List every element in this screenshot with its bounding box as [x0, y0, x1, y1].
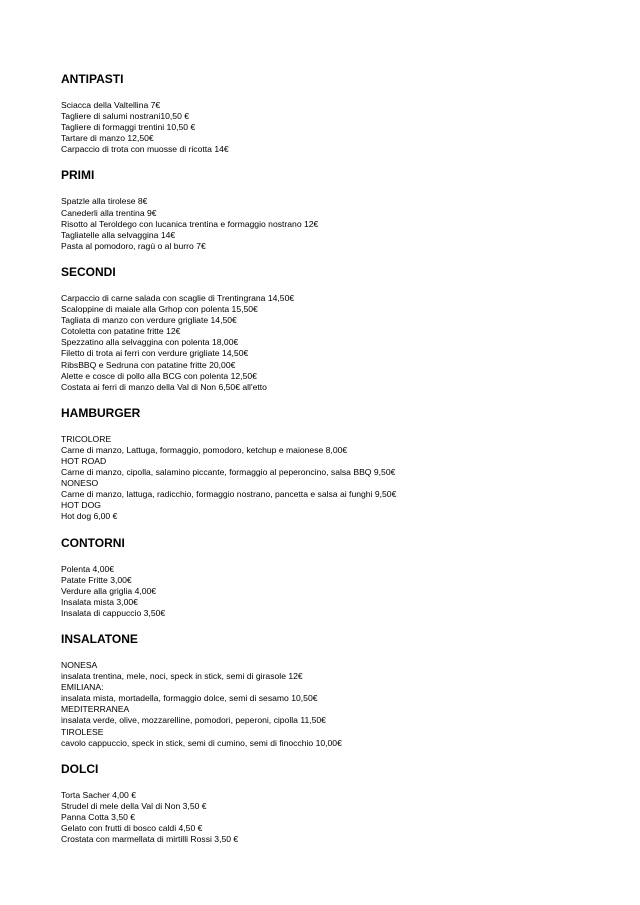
section-primi — [61, 168, 621, 251]
menu-item: TIROLESE — [61, 726, 104, 737]
menu-item: Tartare di manzo 12,50€ — [61, 133, 154, 144]
menu-item: Gelato con frutti di bosco caldi 4,50 € — [61, 823, 203, 834]
menu-item: cavolo cappuccio, speck in stick, semi di cumino, semi di finocchio 10,00€ — [61, 737, 342, 748]
section-title-contorni: CONTORNI — [61, 535, 125, 550]
menu-item: Verdure alla griglia 4,00€ — [61, 585, 157, 596]
menu-item: Carpaccio di trota con muosse di ricotta 14€ — [61, 144, 229, 155]
section-insalatone — [61, 632, 621, 749]
menu-item: Tagliere di formaggi trentini 10,50 € — [61, 122, 196, 133]
menu-item: insalata verde, olive, mozzarelline, pomodori, peperoni, cipolla 11,50€ — [61, 715, 326, 726]
section-title-secondi: SECONDI — [61, 264, 116, 279]
menu-item: RibsBBQ e Sedruna con patatine fritte 20,00€ — [61, 359, 236, 370]
menu-item: Sciacca della Valtellina 7€ — [61, 100, 161, 110]
menu-item: Strudel di mele della Val di Non 3,50 € — [61, 800, 207, 811]
menu-item: Spatzle alla tirolese 8€ — [61, 196, 148, 207]
menu-item: Risotto al Teroldego con lucanica trentina e formaggio nostrano 12€ — [61, 218, 319, 229]
menu-item: Costata ai ferri di manzo della Val di Non 6,50€ all'etto — [61, 381, 267, 392]
menu-item: HOT DOG — [61, 500, 101, 511]
menu-item: Carne di manzo, lattuga, radicchio, formaggio nostrano, pancetta e salsa ai funghi 9,50€ — [61, 489, 397, 500]
menu-item: EMILIANA: — [61, 682, 104, 693]
menu-item: Alette e cosce di pollo alla BCG con polenta 12,50€ — [61, 370, 257, 381]
menu-item: NONESO — [61, 478, 99, 489]
menu-item: Hot dog 6,00 € — [61, 511, 118, 522]
section-contorni — [61, 536, 621, 619]
section-antipasti — [61, 72, 621, 155]
menu-item: Tagliere di salumi nostrani10,50 € — [61, 111, 190, 122]
section-title-antipasti: ANTIPASTI — [61, 72, 124, 86]
menu-item: Insalata di cappuccio 3,50€ — [61, 607, 166, 618]
section-dolci — [61, 762, 621, 845]
menu-item: Tagliatelle alla selvaggina 14€ — [61, 229, 176, 240]
menu-item: TRICOLORE — [61, 433, 112, 444]
menu-item: Carpaccio di carne salada con scaglie di Trentingrana 14,50€ — [61, 292, 295, 303]
section-hamburger — [61, 406, 621, 523]
menu-item: Scaloppine di maiale alla Grhop con polenta 15,50€ — [61, 304, 258, 315]
menu-item: Crostata con marmellata di mirtilli Rossi 3,50 € — [61, 834, 239, 845]
menu-document — [61, 72, 621, 858]
menu-item: Tagliata di manzo con verdure grigliate 14,50€ — [61, 315, 237, 326]
menu-item: Filetto di trota ai ferri con verdure grigliate 14,50€ — [61, 348, 249, 359]
menu-item: Carne di manzo, Lattuga, formaggio, pomodoro, ketchup e maionese 8,00€ — [61, 444, 348, 455]
section-title-primi: PRIMI — [61, 168, 95, 183]
menu-item: MEDITERRANEA — [61, 704, 130, 715]
menu-item: Spezzatino alla selvaggina con polenta 18,00€ — [61, 337, 239, 348]
menu-item: NONESA — [61, 660, 98, 670]
menu-item: Pasta al pomodoro, ragù o al burro 7€ — [61, 240, 206, 251]
menu-item: Patate Fritte 3,00€ — [61, 574, 132, 585]
section-title-hamburger: HAMBURGER — [61, 405, 141, 420]
section-title-dolci: DOLCI — [61, 761, 99, 776]
menu-item: Polenta 4,00€ — [61, 563, 115, 574]
menu-item: Canederli alla trentina 9€ — [61, 207, 157, 218]
menu-item: HOT ROAD — [61, 455, 107, 466]
menu-item: Insalata mista 3,00€ — [61, 596, 138, 607]
menu-item: Panna Cotta 3,50 € — [61, 811, 136, 822]
menu-item: insalata mista, mortadella, formaggio dolce, semi di sesamo 10,50€ — [61, 693, 318, 704]
menu-item: insalata trentina, mele, noci, speck in stick, semi di girasole 12€ — [61, 671, 303, 682]
section-title-insalatone: INSALATONE — [61, 632, 138, 646]
menu-item: Cotoletta con patatine fritte 12€ — [61, 326, 181, 337]
menu-item: Carne di manzo, cipolla, salamino piccante, formaggio al peperoncino, salsa BBQ 9,50€ — [61, 467, 396, 478]
menu-item: Torta Sacher 4,00 € — [61, 789, 137, 800]
section-secondi — [61, 265, 621, 393]
